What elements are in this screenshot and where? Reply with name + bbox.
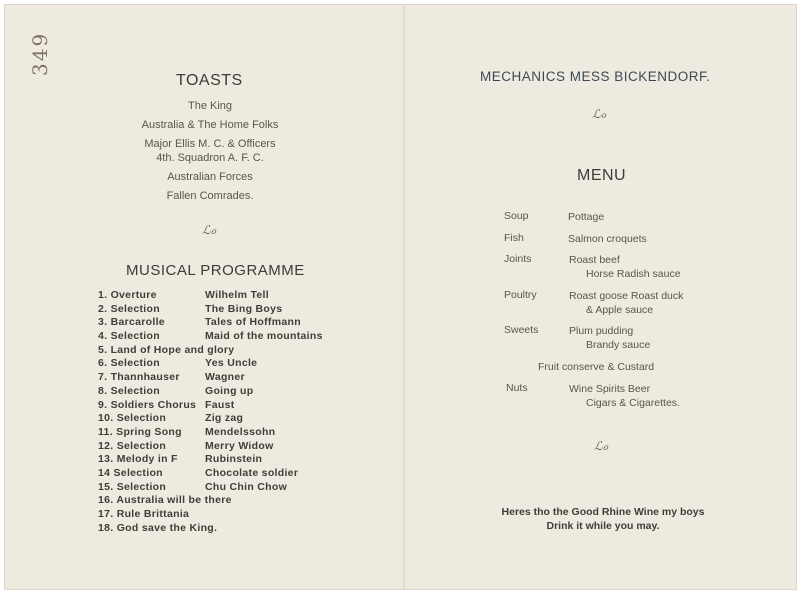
- programme-title-cell: Maid of the mountains: [205, 330, 323, 343]
- programme-row: [98, 467, 378, 481]
- programme-number: 17. Rule Brittania: [98, 508, 190, 520]
- toast-item: Australia & The Home Folks: [141, 119, 279, 131]
- programme-row: [98, 316, 378, 330]
- programme-row: [98, 453, 378, 467]
- menu-category: Fish: [504, 232, 524, 244]
- programme-number: 3. Barcarolle: [98, 316, 165, 329]
- programme-row: [98, 399, 378, 413]
- toast-item: Fallen Comrades.: [166, 190, 254, 202]
- programme-number: 14 Selection: [98, 466, 163, 479]
- closing-verse-line: Heres tho the Good Rhine Wine my boys: [501, 506, 705, 518]
- menu-category: Joints: [504, 253, 532, 265]
- menu-item: [568, 210, 604, 224]
- programme-number: 15. Selection: [98, 480, 167, 493]
- flourish-ornament: ℒℴ: [592, 107, 607, 121]
- programme-title-cell: Mendelssohn: [205, 425, 276, 438]
- menu-item-line: Horse Radish sauce: [586, 268, 681, 280]
- programme-row: [98, 508, 378, 522]
- programme-row: [98, 371, 378, 385]
- programme-number: 1. Overture: [98, 289, 157, 301]
- programme-row: [98, 303, 378, 317]
- menu-center-item: Fruit conserve & Custard: [538, 361, 655, 373]
- programme-title-cell: The Bing Boys: [205, 302, 283, 315]
- menu-item-line: Cigars & Cigarettes.: [586, 397, 680, 409]
- menu-item-line: Salmon croquets: [568, 233, 647, 245]
- menu-item: [569, 324, 650, 352]
- programme-title-cell: Wilhelm Tell: [205, 289, 269, 301]
- menu-item-line: Plum pudding: [569, 325, 634, 337]
- programme-number: 6. Selection: [98, 357, 160, 370]
- menu-item: [569, 289, 683, 317]
- programme-title-cell: Chu Chin Chow: [205, 480, 288, 493]
- closing-verse: [468, 505, 738, 533]
- programme-row: [98, 481, 378, 495]
- menu-item-line: Pottage: [568, 211, 605, 223]
- programme-title-cell: Going up: [205, 384, 254, 397]
- menu-item-line: Brandy sauce: [586, 339, 651, 351]
- programme-row: [98, 385, 378, 399]
- programme-title-cell: Zig zag: [205, 412, 244, 425]
- programme-number: 12. Selection: [98, 439, 167, 452]
- menu-item-line: Wine Spirits Beer: [569, 383, 651, 395]
- programme-row: [98, 344, 378, 358]
- programme-row: [98, 494, 378, 508]
- programme-row: [98, 289, 378, 303]
- programme-title-cell: Wagner: [205, 371, 245, 384]
- programme-row: [98, 522, 378, 536]
- programme-number: 2. Selection: [98, 302, 160, 315]
- programme-number: 9. Soldiers Chorus: [98, 398, 197, 411]
- programme-number: 7. Thannhauser: [98, 371, 180, 384]
- menu-item-line: Roast goose Roast duck: [569, 290, 684, 302]
- programme-number: 18. God save the King.: [98, 521, 218, 534]
- programme-row: [98, 357, 378, 371]
- programme-title-cell: Rubinstein: [205, 453, 263, 466]
- toast-item: 4th. Squadron A. F. C.: [156, 152, 264, 164]
- toasts-title: TOASTS: [176, 72, 243, 89]
- closing-verse-line: Drink it while you may.: [546, 520, 660, 532]
- programme-row: [98, 330, 378, 344]
- menu-title: MENU: [577, 167, 627, 184]
- toast-item: Major Ellis M. C. & Officers: [144, 138, 276, 150]
- menu-item-line: & Apple sauce: [586, 304, 654, 316]
- flourish-ornament: ℒℴ: [594, 439, 609, 453]
- menu-category: Soup: [504, 210, 529, 222]
- programme-title-cell: Chocolate soldier: [205, 466, 299, 479]
- menu-item-line: Roast beef: [569, 254, 620, 266]
- menu-category: Nuts: [506, 382, 528, 394]
- programme-number: 8. Selection: [98, 384, 160, 397]
- toast-item: Australian Forces: [167, 171, 253, 183]
- menu-item: [569, 253, 681, 281]
- flourish-ornament: ℒℴ: [202, 223, 217, 237]
- programme-row: [98, 412, 378, 426]
- programme-number: 16. Australia will be there: [98, 494, 232, 507]
- programme-number: 4. Selection: [98, 330, 160, 343]
- programme-title-cell: Faust: [205, 398, 235, 411]
- musical-programme-list: [98, 289, 378, 535]
- menu-category: Sweets: [504, 324, 539, 336]
- page-number: 349: [28, 31, 52, 76]
- programme-row: [98, 440, 378, 454]
- programme-number: 10. Selection: [98, 412, 167, 425]
- programme-number: 5. Land of Hope and glory: [98, 343, 235, 356]
- programme-title-cell: Tales of Hoffmann: [205, 316, 301, 329]
- mess-heading: MECHANICS MESS BICKENDORF.: [480, 69, 711, 84]
- menu-item: [569, 382, 680, 410]
- programme-row: [98, 426, 378, 440]
- menu-item: [568, 232, 647, 246]
- programme-title-cell: Merry Widow: [205, 439, 274, 452]
- center-fold: [403, 4, 405, 590]
- menu-category: Poultry: [504, 289, 537, 301]
- programme-title-cell: Yes Uncle: [205, 357, 258, 370]
- toast-item: The King: [187, 100, 233, 112]
- programme-number: 11. Spring Song: [98, 425, 182, 438]
- programme-number: 13. Melody in F: [98, 453, 178, 466]
- programme-title: MUSICAL PROGRAMME: [126, 262, 305, 279]
